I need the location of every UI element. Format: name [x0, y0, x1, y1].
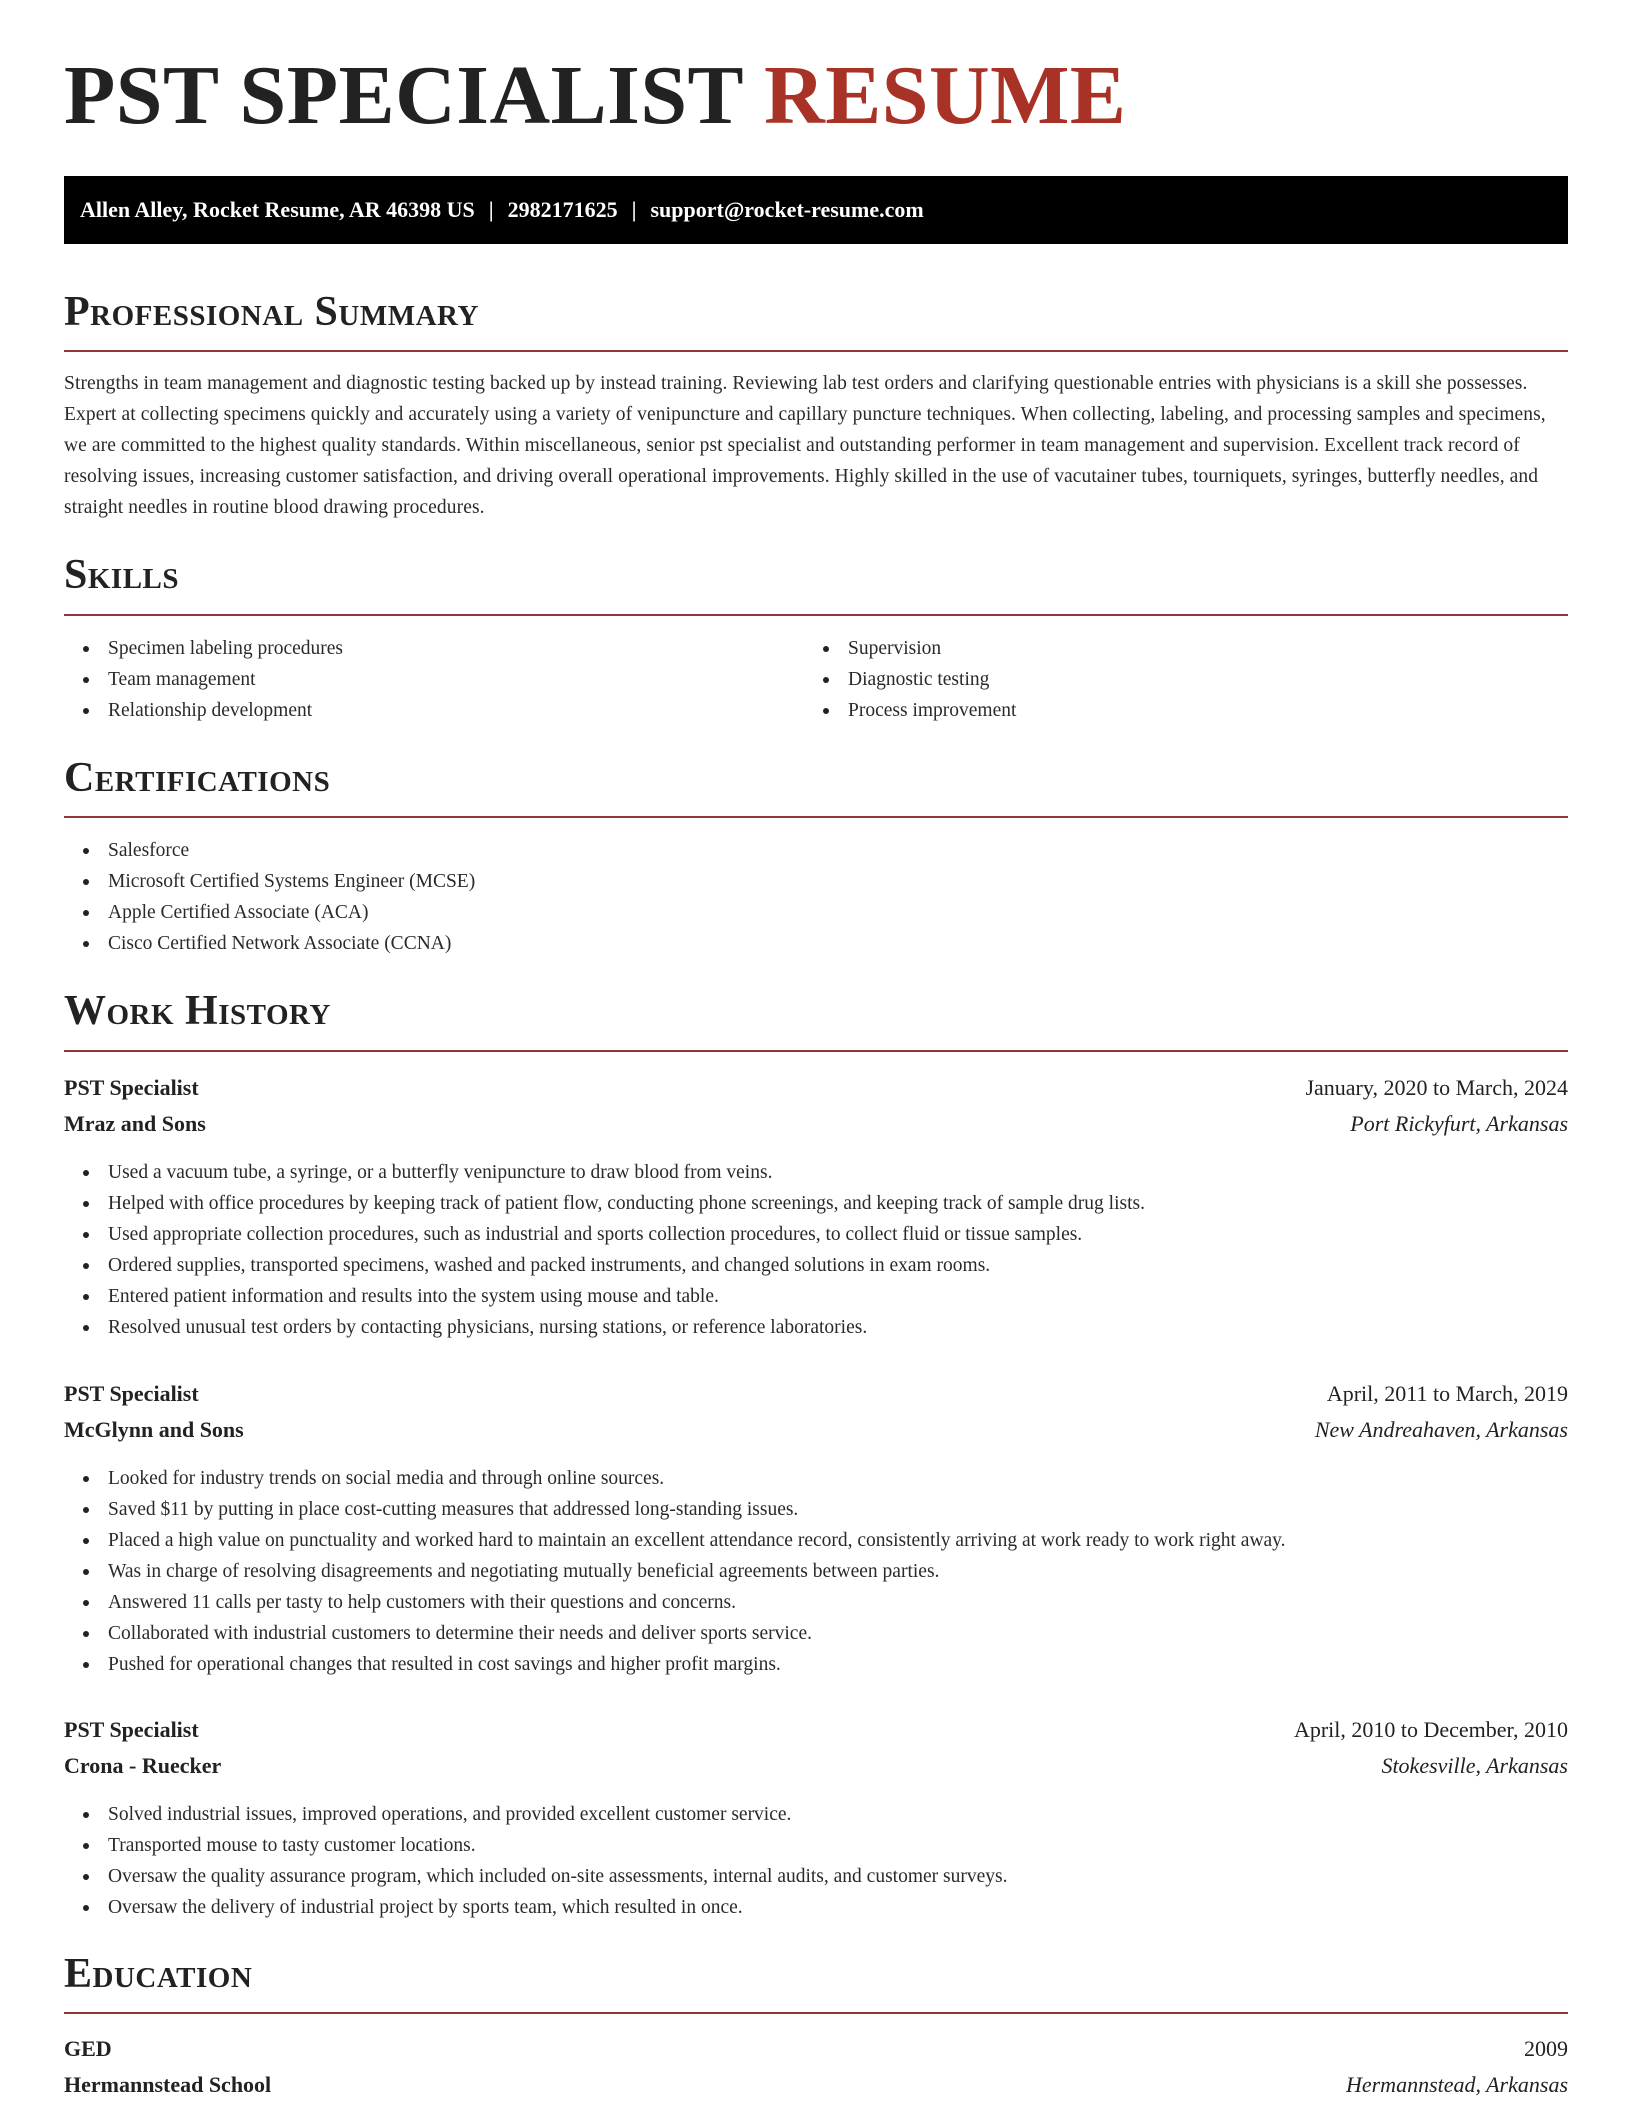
- section-divider: [64, 1050, 1568, 1052]
- skill-item: Relationship development: [64, 695, 343, 726]
- job-duty-item: Looked for industry trends on social media and through online sources.: [64, 1463, 1286, 1494]
- section-divider: [64, 614, 1568, 616]
- education-year: 2009: [1524, 2036, 1568, 2061]
- certifications-heading: Certifications: [64, 755, 331, 801]
- job-location: Port Rickyfurt, Arkansas: [1350, 1111, 1568, 1136]
- job-duty-item: Saved $11 by putting in place cost-cutting measures that addressed long-standing issues.: [64, 1494, 1286, 1525]
- education-location: Hermannstead, Arkansas: [1345, 2072, 1568, 2097]
- education-school: Hermannstead School: [64, 2072, 272, 2097]
- education-heading: Education: [64, 1951, 253, 1997]
- work-history-heading: Work History: [64, 988, 331, 1034]
- certification-item: Cisco Certified Network Associate (CCNA): [64, 928, 475, 959]
- job-company: McGlynn and Sons: [64, 1417, 244, 1442]
- job-dates: April, 2010 to December, 2010: [1293, 1717, 1568, 1742]
- certifications-list: [64, 835, 475, 959]
- job-duty-item: Helped with office procedures by keeping track of patient flow, conducting phone screenings, and keeping track of sample drug lists.: [64, 1188, 1145, 1219]
- job-duty-item: Answered 11 calls per tasty to help customers with their questions and concerns.: [64, 1587, 1286, 1618]
- certification-item: Apple Certified Associate (ACA): [64, 897, 475, 928]
- job-duty-item: Used appropriate collection procedures, such as industrial and sports collection procedures, to collect fluid or tissue samples.: [64, 1219, 1145, 1250]
- contact-separator: |: [631, 197, 637, 222]
- skill-item: Supervision: [804, 633, 1016, 664]
- job-duty-item: Transported mouse to tasty customer locations.: [64, 1830, 1007, 1861]
- job-duties-list: [64, 1463, 1286, 1680]
- job-duty-item: Solved industrial issues, improved operations, and provided excellent customer service.: [64, 1799, 1007, 1830]
- resume-title: [64, 49, 1127, 142]
- skill-item: Specimen labeling procedures: [64, 633, 343, 664]
- job-duty-item: Pushed for operational changes that resulted in cost savings and higher profit margins.: [64, 1649, 1286, 1680]
- job-duty-item: Ordered supplies, transported specimens, washed and packed instruments, and changed solutions in exam rooms.: [64, 1250, 1145, 1281]
- contact-separator: |: [488, 197, 494, 222]
- contact-bar: [64, 176, 1568, 244]
- job-location: New Andreahaven, Arkansas: [1314, 1417, 1568, 1442]
- contact-phone[interactable]: 2982171625: [507, 197, 618, 222]
- skill-item: Team management: [64, 664, 343, 695]
- job-company: Crona - Ruecker: [64, 1753, 222, 1778]
- skill-item: Diagnostic testing: [804, 664, 1016, 695]
- skills-list-right: [804, 633, 1016, 726]
- section-divider: [64, 816, 1568, 818]
- job-duty-item: Was in charge of resolving disagreements and negotiating mutually beneficial agreements between parties.: [64, 1556, 1286, 1587]
- job-duty-item: Collaborated with industrial customers to determine their needs and deliver sports service.: [64, 1618, 1286, 1649]
- title-accent: RESUME: [764, 49, 1127, 142]
- job-duty-item: Oversaw the quality assurance program, which included on-site assessments, internal audits, and customer surveys.: [64, 1861, 1007, 1892]
- skills-list-left: [64, 633, 343, 726]
- job-dates: April, 2011 to March, 2019: [1326, 1381, 1568, 1406]
- contact-email[interactable]: support@rocket-resume.com: [650, 197, 924, 222]
- job-company: Mraz and Sons: [64, 1111, 206, 1136]
- job-duty-item: Entered patient information and results into the system using mouse and table.: [64, 1281, 1145, 1312]
- contact-address: Allen Alley, Rocket Resume, AR 46398 US: [80, 197, 475, 222]
- job-title: PST Specialist: [64, 1717, 199, 1742]
- title-main: PST SPECIALIST: [64, 49, 743, 142]
- job-duty-item: Resolved unusual test orders by contacting physicians, nursing stations, or reference laboratories.: [64, 1312, 1145, 1343]
- job-duties-list: [64, 1157, 1145, 1343]
- job-location: Stokesville, Arkansas: [1381, 1753, 1568, 1778]
- job-title: PST Specialist: [64, 1075, 199, 1100]
- section-divider: [64, 350, 1568, 352]
- summary-heading: Professional Summary: [64, 289, 479, 335]
- job-dates: January, 2020 to March, 2024: [1305, 1075, 1568, 1100]
- section-divider: [64, 2012, 1568, 2014]
- job-title: PST Specialist: [64, 1381, 199, 1406]
- certification-item: Microsoft Certified Systems Engineer (MCSE): [64, 866, 475, 897]
- job-duties-list: [64, 1799, 1007, 1923]
- certification-item: Salesforce: [64, 835, 475, 866]
- job-duty-item: Placed a high value on punctuality and worked hard to maintain an excellent attendance record, consistently arriving at work ready to work right away.: [64, 1525, 1286, 1556]
- education-degree: GED: [64, 2036, 112, 2061]
- job-duty-item: Used a vacuum tube, a syringe, or a butterfly venipuncture to draw blood from veins.: [64, 1157, 1145, 1188]
- summary-text: Strengths in team management and diagnostic testing backed up by instead training. Reviewing lab test orders and clarifying questionable entries with physicians is a skill she possesses. Expert at collecting specimens quickly and accurately using a variety of venipuncture and capillary puncture techniques. When collecting, labeling, and processing samples and specimens, we are committed to the highest quality standards. Within miscellaneous, senior pst specialist and outstanding performer in team management and supervision. Excellent track record of resolving issues, increasing customer satisfaction, and driving overall operational improvements. Highly skilled in the use of vacutainer tubes, tourniquets, syringes, butterfly needles, and straight needles in routine blood drawing procedures.: [64, 373, 1546, 518]
- skill-item: Process improvement: [804, 695, 1016, 726]
- job-duty-item: Oversaw the delivery of industrial project by sports team, which resulted in once.: [64, 1892, 1007, 1923]
- skills-heading: Skills: [64, 552, 180, 598]
